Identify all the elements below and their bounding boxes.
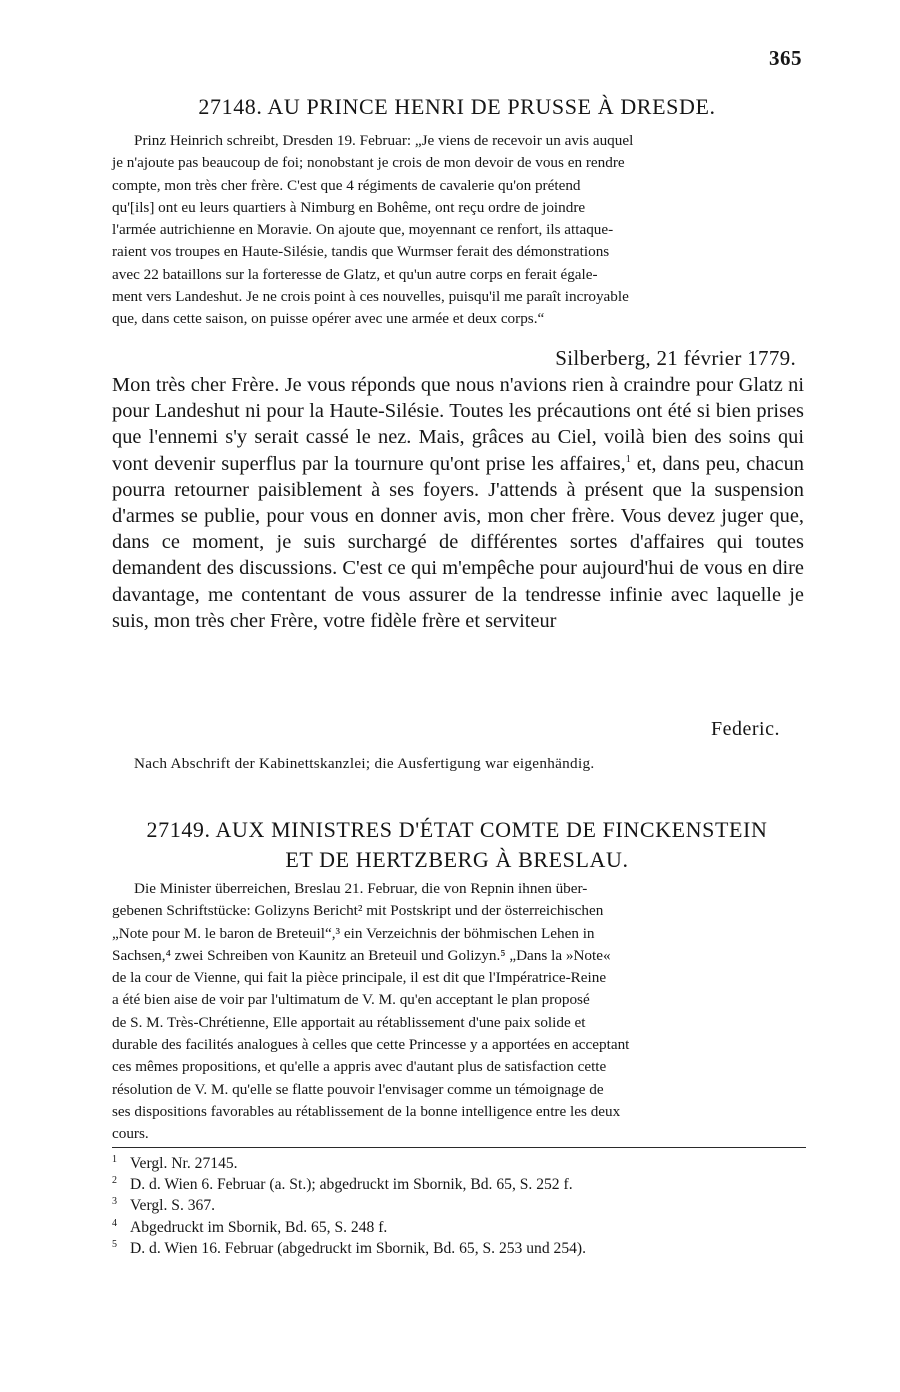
footnote [112, 1238, 802, 1259]
footnote [112, 1153, 802, 1174]
summary-line: ces mêmes propositions, et qu'elle a appris avec d'autant plus de satisfaction cette [112, 1058, 607, 1076]
footnote-text: Vergl. Nr. 27145. [130, 1155, 238, 1172]
summary-line: résolution de V. M. qu'elle se flatte pouvoir l'envisager comme un témoignage de [112, 1080, 604, 1098]
footnote-mark: 4 [112, 1217, 117, 1229]
letter-dateline: Silberberg, 21 février 1779. [555, 346, 796, 370]
footnote-text: D. d. Wien 6. Februar (a. St.); abgedruckt im Sbornik, Bd. 65, S. 252 f. [130, 1176, 573, 1194]
summary-line: ses dispositions favorables au rétablissement de la bonne intelligence entre les deux [112, 1102, 621, 1120]
footnote [112, 1217, 802, 1238]
letter-body-text: Mon très cher Frère. Je vous réponds que nous n'avions rien à craindre pour Glatz ni pour Landeshut ni pour la Haute-Silésie. Toutes les précautions ont été si bien prises que l'ennemi s'y serait cassé le nez. Mais, grâces au Ciel, voilà bien des soins qui vont devenir superflus par la tournure qu'ont prise les affaires, [112, 374, 804, 475]
heading-line: ET DE HERTZBERG À BRESLAU. [285, 847, 629, 872]
footnote-reference: 1 [625, 453, 631, 465]
source-note: Nach Abschrift der Kabinettskanzlei; die Ausfertigung war eigenhändig. [134, 755, 595, 772]
footnote [112, 1174, 802, 1195]
footnote-mark: 2 [112, 1175, 117, 1187]
footnote-mark: 3 [112, 1196, 117, 1208]
summary-line: je n'ajoute pas beaucoup de foi; nonobstant je crois de mon devoir de vous en rendre [112, 154, 625, 172]
summary-line: Prinz Heinrich schreibt, Dresden 19. Februar: „Je viens de recevoir un avis auquel [134, 132, 634, 149]
summary-line: cours. [112, 1125, 149, 1143]
letter-signature: Federic. [711, 718, 780, 740]
footnotes-list [112, 1153, 802, 1259]
summary-line: de S. M. Très-Chrétienne, Elle apportait au rétablissement d'une paix solide et [112, 1013, 586, 1031]
letter-summary-27149 [112, 878, 802, 1146]
summary-line: l'armée autrichienne en Moravie. On ajoute que, moyennant ce renfort, ils attaque- [112, 221, 614, 239]
summary-line: a été bien aise de voir par l'ultimatum de V. M. qu'en acceptant le plan proposé [112, 991, 590, 1009]
footnote-text: Abgedruckt im Sbornik, Bd. 65, S. 248 f. [130, 1218, 388, 1236]
letter-heading-27149 [112, 815, 802, 875]
summary-line: ment vers Landeshut. Je ne crois point à ces nouvelles, puisqu'il me paraît incroyable [112, 288, 629, 306]
letter-body [112, 372, 804, 634]
summary-line: „Note pour M. le baron de Breteuil“,³ ein Verzeichnis der böhmischen Lehen in [112, 924, 595, 942]
summary-line: durable des facilités analogues à celles que cette Princesse y a apportées en acceptant [112, 1036, 630, 1054]
summary-line: gebenen Schriftstücke: Golizyns Bericht² mit Postskript und der österreichischen [112, 902, 604, 920]
summary-line: qu'[ils] ont eu leurs quartiers à Nimburg en Bohême, ont reçu ordre de joindre [112, 198, 586, 216]
footnote-divider [112, 1147, 806, 1148]
letter-heading-27148: 27148. AU PRINCE HENRI DE PRUSSE À DRESDE. [198, 94, 716, 119]
letter-summary-27148 [112, 130, 802, 331]
page-number: 365 [769, 46, 802, 70]
summary-line: Sachsen,⁴ zwei Schreiben von Kaunitz an Breteuil und Golizyn.⁵ „Dans la »Note« [112, 946, 611, 964]
summary-line: avec 22 bataillons sur la forteresse de Glatz, et qu'un autre corps en ferait égale- [112, 265, 598, 283]
summary-line: Die Minister überreichen, Breslau 21. Februar, die von Repnin ihnen über- [134, 880, 588, 897]
footnote [112, 1195, 802, 1216]
summary-line: raient vos troupes en Haute-Silésie, tandis que Wurmser ferait des démonstrations [112, 243, 610, 261]
footnote-mark: 1 [112, 1153, 117, 1165]
letter-body-text: et, dans peu, chacun pourra retourner paisiblement à ses foyers. J'attends à présent que la suspension d'armes se publie, pour vous en donner avis, mon cher frère. Vous devez juger que, dans ce moment, je suis surchargé de différentes sortes d'affaires qui toutes demandent des discussions. C'est ce qui m'empêche pour aujourd'hui de vous en dire davantage, me contentant de vous assurer de la tendresse infinie avec laquelle je suis, mon très cher Frère, votre fidèle frère et serviteur [112, 452, 804, 632]
summary-line: compte, mon très cher frère. C'est que 4 régiments de cavalerie qu'on prétend [112, 176, 581, 194]
summary-line: que, dans cette saison, on puisse opérer avec une armée et deux corps.“ [112, 310, 545, 328]
footnote-mark: 5 [112, 1238, 117, 1250]
footnote-text: D. d. Wien 16. Februar (abgedruckt im Sbornik, Bd. 65, S. 253 und 254). [130, 1239, 587, 1257]
footnote-text: Vergl. S. 367. [130, 1197, 216, 1215]
summary-line: de la cour de Vienne, qui fait la pièce principale, il est dit que l'Impératrice-Reine [112, 969, 607, 987]
heading-line: 27149. AUX MINISTRES D'ÉTAT COMTE DE FINCKENSTEIN [146, 817, 768, 842]
